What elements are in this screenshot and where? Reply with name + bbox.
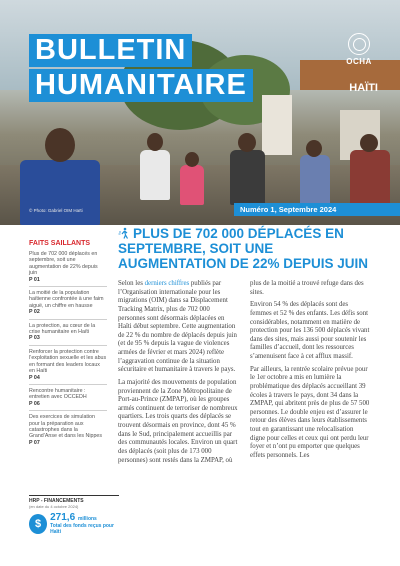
title-line-2: HUMANITAIRE (29, 69, 253, 102)
photo-person (300, 155, 330, 205)
photo-laundry (262, 95, 292, 155)
divider (29, 319, 107, 320)
photo-person (350, 150, 390, 205)
highlight-page-ref: P 03 (29, 335, 40, 342)
dollar-icon: $ (29, 514, 47, 534)
funding-amount (50, 512, 119, 523)
paragraph-text: publiés par l’Organisation internationale pour les migrations (OIM) dans sa Displacement Tracking Matrix, plus de 702 000 personnes sont désormais déplacées en Haïti début septembre. Cette augmentation de 22 % du nombre de déplacés depuis juin (et de 95 % depuis la vague de violences armées de février et mars 2024) reflète l’aggravation continue de la situation sécuritaire et humanitaire à travers le pays. (118, 280, 237, 374)
ocha-logo (342, 33, 376, 66)
un-emblem-icon (348, 33, 370, 55)
cover-photo (0, 0, 400, 225)
funding-amount-value: 271,6 (50, 512, 76, 523)
divider (29, 410, 107, 411)
highlight-text: Rencontre humanitaire : entretien avec OCCEDH (29, 387, 87, 401)
highlight-page-ref: P 04 (29, 374, 40, 381)
highlight-text: Plus de 702 000 déplacés en septembre, soit une augmentation de 22% depuis juin (29, 251, 98, 277)
highlight-page-ref: P 06 (29, 400, 40, 407)
highlight-page-ref: P 01 (29, 276, 40, 283)
divider (29, 384, 107, 385)
photo-person (180, 165, 204, 205)
divider (29, 286, 107, 287)
photo-person-head (147, 133, 163, 151)
paragraph: Environ 54 % des déplacés sont des femmes et 52 % des enfants. Les défis sont considérables, notamment en matière de protection pour les 136 500 déplacés vivant dans des sites, mais aussi pour soutenir les familles d’accueil, dont les ressources s’amenuisent face à cet afflux massif. (250, 301, 370, 360)
title-line-1: BULLETIN (29, 34, 192, 67)
photo-person-head (360, 134, 378, 152)
issue-number: Numéro 1, Septembre 2024 (234, 203, 400, 216)
funding-figures (50, 512, 119, 535)
photo-person-head (238, 133, 256, 152)
photo-person (20, 160, 100, 225)
highlight-text: Des exercices de simulation pour la préparation aux catastrophes dans la Grand’Anse et dans les Nippes (29, 414, 103, 440)
highlight-page-ref: P 02 (29, 309, 40, 316)
country-label: HAÏTI (349, 82, 378, 94)
highlight-item[interactable] (29, 323, 107, 342)
divider (29, 345, 107, 346)
paragraph-text: Selon les (118, 280, 143, 287)
photo-person (230, 150, 265, 205)
funding-amount-unit: millions (77, 516, 97, 522)
funding-box (29, 495, 119, 535)
highlights-heading: FAITS SAILLANTS (29, 240, 91, 247)
bulletin-title (29, 34, 253, 104)
ocha-label: OCHA (346, 57, 372, 66)
article-headline (118, 226, 378, 271)
highlight-text: Renforcer la protection contre l’exploitation sexuelle et les abus en formant des leaders locaux en Haïti (29, 348, 107, 375)
highlight-page-ref: P 07 (29, 439, 40, 446)
walking-person-icon (118, 227, 130, 239)
photo-person-head (45, 128, 75, 162)
article-body (118, 280, 370, 540)
highlights-sidebar (29, 240, 107, 449)
highlight-text: La protection, au cœur de la crise humanitaire en Haïti (29, 322, 96, 336)
funding-heading: HRP - FINANCEMENTS (29, 495, 119, 504)
photo-person (140, 150, 170, 200)
highlight-item[interactable] (29, 290, 107, 316)
photo-person-head (185, 152, 199, 167)
paragraph (118, 280, 238, 375)
highlight-item[interactable] (29, 349, 107, 381)
funding-date: (en date du 4 octobre 2024) (29, 504, 79, 509)
highlight-item[interactable] (29, 414, 107, 446)
highlight-item[interactable] (29, 388, 107, 407)
article-headline-text: PLUS DE 702 000 DÉPLACÉS EN SEPTEMBRE, SOIT UNE AUGMENTATION DE 22% DEPUIS JUIN (118, 226, 369, 271)
photo-person-head (306, 140, 322, 157)
article-header (118, 226, 378, 271)
source-link[interactable]: derniers chiffres (144, 280, 190, 287)
funding-description: Total des fonds reçus pour Haïti (50, 523, 114, 535)
funding-row (29, 512, 119, 535)
paragraph: Par ailleurs, la rentrée scolaire prévue pour le 1er octobre a mis en lumière la problématique des déplacés accueillant 39 écoles à travers le pays, dont 34 dans la ZMPAP, qui abritent près de plus de 57 500 personnes. Le double enjeu est d’assurer le retour des élèves dans leurs établissements tout en garantissant une relocalisation digne pour celles et ceux qui ont perdu leur foyer et n’ont pu emporter que quelques effets personnels. Les (250, 365, 370, 459)
highlight-text: La moitié de la population haïtienne confrontée à une faim aiguë, un chiffre en hausse (29, 290, 104, 309)
photo-credit: © Photo: Gabriel OIM Haïti (29, 208, 83, 213)
paragraph: La majorité des mouvements de population proviennent de la Zone Métropolitaine de Port-au-Prince (ZMPAP), où les groupes armés continuent de terroriser de nombreux quartiers. Les trois quarts des déplacés se trouvent désormais en province, dont 45 % dans le Sud, principalement accueillis par des communautés locales. Environ un quart des déplacés (soit plus de 173 000 personnes) sont restés dans la ZMPAP, où plus de la moitié a trouvé refuge dans des sites. (118, 280, 364, 464)
highlight-item[interactable] (29, 251, 107, 283)
